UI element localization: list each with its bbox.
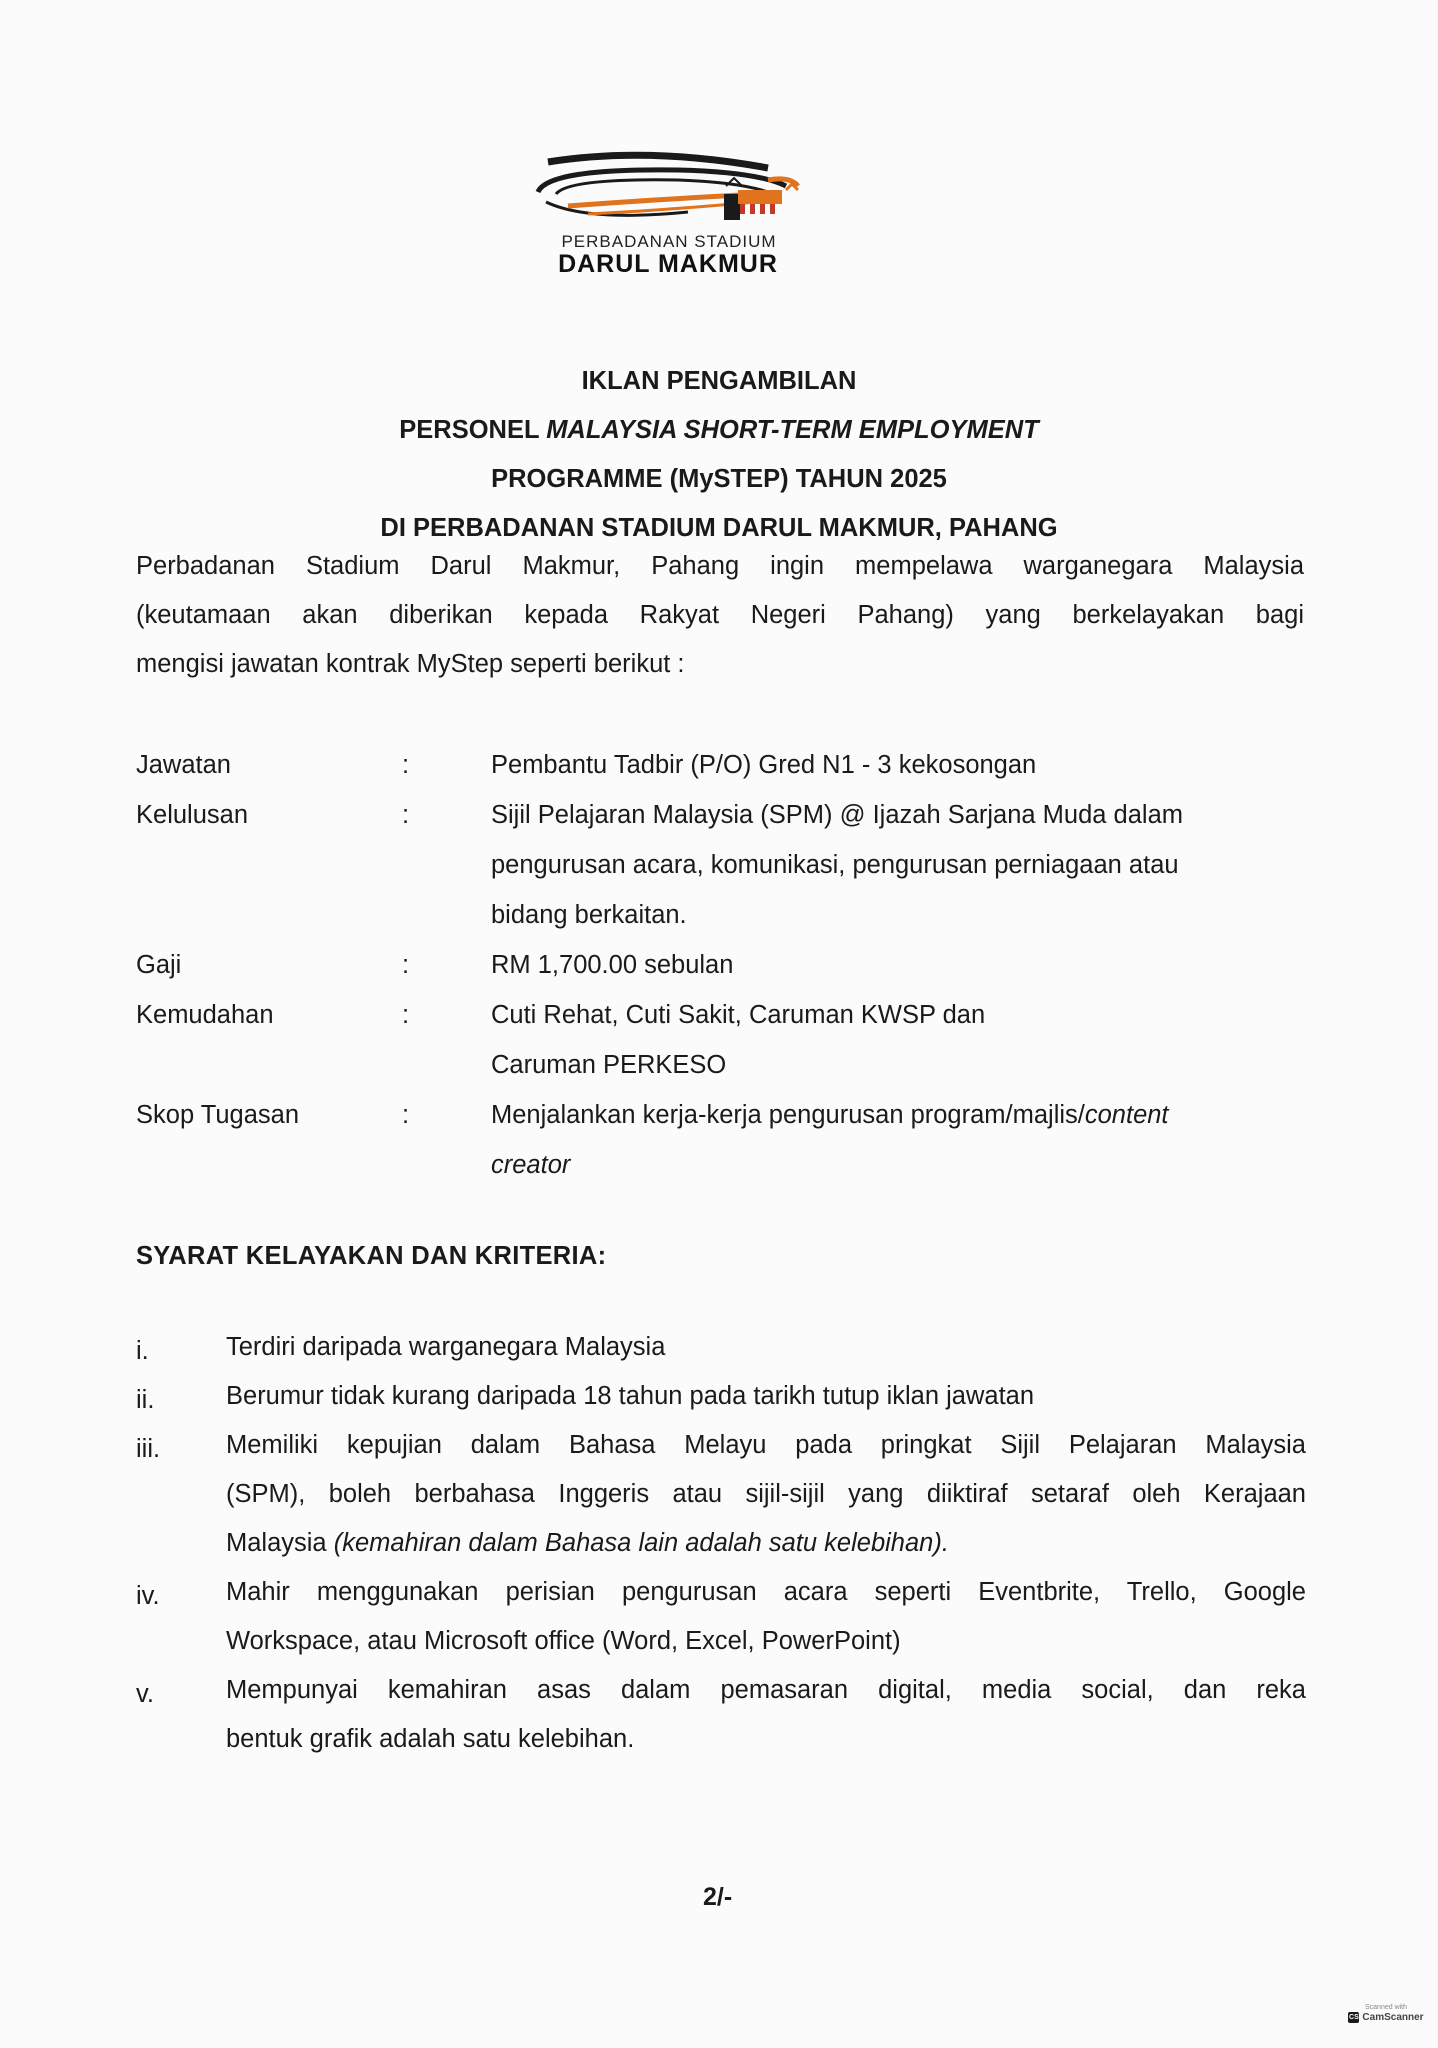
detail-label: Jawatan — [136, 751, 231, 779]
requirement-line — [226, 1568, 1306, 1617]
requirement-line — [226, 1372, 1306, 1421]
requirement-item — [136, 1568, 1306, 1666]
detail-row-skop — [136, 1090, 1336, 1190]
requirement-number: i. — [136, 1337, 149, 1365]
detail-label: Gaji — [136, 951, 182, 979]
requirement-text — [226, 1568, 1306, 1666]
detail-value-line — [491, 1140, 1336, 1190]
detail-value — [491, 1090, 1336, 1190]
detail-value-line: Sijil Pelajaran Malaysia (SPM) @ Ijazah Sarjana Muda dalam — [491, 801, 1184, 829]
requirement-line-text: Workspace, atau Microsoft office (Word, Excel, PowerPoint) — [226, 1627, 901, 1655]
requirement-italic-note: (kemahiran dalam Bahasa lain adalah satu kelebihan). — [333, 1529, 949, 1557]
camscanner-watermark — [1340, 2004, 1432, 2042]
intro-line-1: Perbadanan Stadium Darul Makmur, Pahang ingin mempelawa warganegara Malaysia — [136, 552, 1304, 580]
detail-value-line — [491, 1090, 1336, 1140]
detail-label: Skop Tugasan — [136, 1101, 300, 1129]
requirement-line-text: Memiliki kepujian dalam Bahasa Melayu pada pringkat Sijil Pelajaran Malaysia — [226, 1431, 1306, 1459]
job-details — [136, 740, 1336, 1190]
heading-line-2-italic: MALAYSIA SHORT-TERM EMPLOYMENT — [546, 416, 1039, 444]
skop-italic: creator — [491, 1151, 571, 1179]
requirement-item — [136, 1372, 1306, 1421]
detail-colon: : — [402, 751, 410, 779]
requirement-line-text: Terdiri daripada warganegara Malaysia — [226, 1333, 666, 1361]
heading-line-2 — [0, 406, 1438, 455]
requirements-title: SYARAT KELAYAKAN DAN KRITERIA: — [136, 1242, 607, 1270]
detail-colon: : — [402, 801, 410, 829]
heading-line-3: PROGRAMME (MySTEP) TAHUN 2025 — [491, 465, 947, 493]
requirement-line-text: bentuk grafik adalah satu kelebihan. — [226, 1725, 635, 1753]
requirement-text — [226, 1372, 1306, 1421]
scanner-small-text: Scanned with — [1364, 2004, 1408, 2011]
requirement-item — [136, 1421, 1306, 1568]
requirement-item — [136, 1323, 1306, 1372]
detail-row-kemudahan — [136, 990, 1336, 1090]
detail-value-line: Cuti Rehat, Cuti Sakit, Caruman KWSP dan — [491, 1001, 986, 1029]
detail-row-jawatan — [136, 740, 1336, 790]
document-heading — [0, 357, 1438, 553]
requirement-text — [226, 1666, 1306, 1764]
intro-line-3: mengisi jawatan kontrak MyStep seperti berikut : — [136, 650, 685, 678]
heading-line-4: DI PERBADANAN STADIUM DARUL MAKMUR, PAHANG — [380, 514, 1058, 542]
heading-line-2-prefix: PERSONEL — [399, 416, 547, 444]
skop-italic: content — [1084, 1101, 1169, 1129]
requirement-line — [226, 1323, 1306, 1372]
logo-line-1: PERBADANAN STADIUM — [561, 232, 777, 251]
detail-colon: : — [402, 1101, 410, 1129]
requirement-text — [226, 1421, 1306, 1568]
intro-paragraph — [136, 542, 1304, 689]
detail-row-kelulusan — [136, 790, 1336, 940]
intro-line-2: (keutamaan akan diberikan kepada Rakyat Negeri Pahang) yang berkelayakan bagi — [136, 601, 1304, 629]
requirement-line — [226, 1715, 1306, 1764]
requirement-item — [136, 1666, 1306, 1764]
detail-colon: : — [402, 951, 410, 979]
requirement-line — [226, 1617, 1306, 1666]
requirement-number: iv. — [136, 1582, 160, 1610]
scanner-brand-text: CamScanner — [1362, 2012, 1424, 2023]
requirement-line-text: Malaysia — [226, 1529, 334, 1557]
requirement-number: iii. — [136, 1435, 161, 1463]
requirement-line-text: Mahir menggunakan perisian pengurusan acara seperti Eventbrite, Trello, Google — [226, 1578, 1306, 1606]
detail-value — [491, 790, 1336, 940]
skop-text: Menjalankan kerja-kerja pengurusan program/majlis/ — [491, 1101, 1085, 1129]
requirement-line — [226, 1421, 1306, 1470]
stadium-emblem-icon — [528, 150, 808, 235]
logo-line-2: DARUL MAKMUR — [558, 250, 778, 278]
heading-line-1: IKLAN PENGAMBILAN — [581, 367, 857, 395]
requirement-number: v. — [136, 1680, 154, 1708]
stadium-logo — [528, 150, 808, 278]
camscanner-icon: CS — [1349, 2014, 1359, 2021]
requirement-text — [226, 1323, 1306, 1372]
requirement-line — [226, 1666, 1306, 1715]
detail-colon: : — [402, 1001, 410, 1029]
requirements-list — [136, 1323, 1306, 1764]
detail-row-gaji — [136, 940, 1336, 990]
detail-label: Kemudahan — [136, 1001, 274, 1029]
detail-value-line: pengurusan acara, komunikasi, pengurusan perniagaan atau — [491, 851, 1179, 879]
detail-value: Pembantu Tadbir (P/O) Gred N1 - 3 kekosongan — [491, 751, 1037, 779]
requirement-line — [226, 1470, 1306, 1519]
requirement-line-text: Berumur tidak kurang daripada 18 tahun pada tarikh tutup iklan jawatan — [226, 1382, 1035, 1410]
scanner-brand — [1348, 2012, 1423, 2023]
page-number: 2/- — [703, 1883, 733, 1911]
detail-value-line: Caruman PERKESO — [491, 1051, 727, 1079]
detail-value: RM 1,700.00 sebulan — [491, 951, 734, 979]
requirement-line — [226, 1519, 1306, 1568]
requirement-line-text: Mempunyai kemahiran asas dalam pemasaran digital, media social, dan reka — [226, 1676, 1306, 1704]
requirement-number: ii. — [136, 1386, 155, 1414]
detail-value — [491, 990, 1336, 1090]
requirement-line-text: (SPM), boleh berbahasa Inggeris atau sijil-sijil yang diiktiraf setaraf oleh Kerajaan — [226, 1480, 1306, 1508]
detail-value-line: bidang berkaitan. — [491, 901, 687, 929]
detail-label: Kelulusan — [136, 801, 248, 829]
